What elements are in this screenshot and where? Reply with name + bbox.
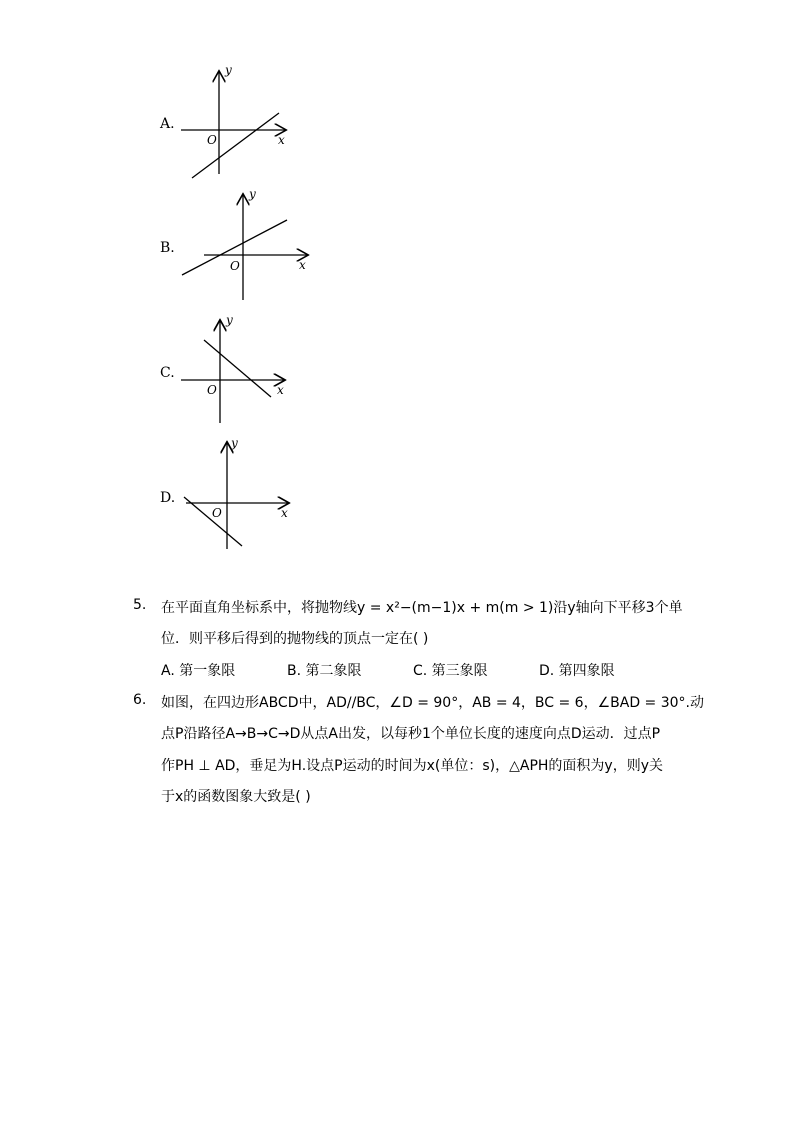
option-d-graph xyxy=(180,436,300,551)
svg-text:y: y xyxy=(249,187,256,201)
svg-text:x: x xyxy=(277,383,284,397)
svg-text:y: y xyxy=(231,436,238,450)
question-6-line-2: 点P沿路径A→B→C→D从点A出发，以每秒1个单位长度的速度向点D运动．过点P xyxy=(161,726,661,742)
x-axis-label: x xyxy=(278,133,285,147)
svg-text:x: x xyxy=(299,258,306,272)
question-5-choice-a[interactable]: A. 第一象限 xyxy=(161,663,236,679)
option-b-label: B. xyxy=(160,240,175,256)
question-6-line-1: 如图，在四边形ABCD中，AD//BC，∠D = 90°，AB = 4，BC = 6，∠BAD = 30°.动 xyxy=(161,695,704,711)
question-5-choice-b[interactable]: B. 第二象限 xyxy=(287,663,362,679)
origin-label: O xyxy=(207,133,217,147)
y-axis-label: y xyxy=(225,63,232,77)
svg-text:x: x xyxy=(281,506,288,520)
question-5-line-2: 位．则平移后得到的抛物线的顶点一定在( ) xyxy=(161,631,429,647)
option-c-graph xyxy=(175,312,300,427)
option-a-graph xyxy=(175,62,300,182)
svg-text:O: O xyxy=(230,259,240,273)
option-b-graph xyxy=(178,186,313,306)
question-5-choice-d[interactable]: D. 第四象限 xyxy=(539,663,615,679)
option-d-label: D. xyxy=(160,490,176,506)
question-5-choice-c[interactable]: C. 第三象限 xyxy=(413,663,488,679)
question-5-number: 5. xyxy=(133,597,147,613)
question-6-number: 6. xyxy=(133,692,147,708)
option-c-label: C. xyxy=(160,365,175,381)
question-6-line-3: 作PH ⊥ AD，垂足为H.设点P运动的时间为x(单位：s)，△APH的面积为y，则y关 xyxy=(161,758,663,774)
question-6-line-4: 于x的函数图象大致是( ) xyxy=(161,789,311,805)
option-a-label: A. xyxy=(160,116,175,132)
question-5-line-1: 在平面直角坐标系中，将抛物线y = x²−(m−1)x + m(m > 1)沿y轴向下平移3个单 xyxy=(161,600,683,616)
svg-text:O: O xyxy=(212,506,222,520)
svg-text:y: y xyxy=(226,313,233,327)
function-line xyxy=(192,113,279,178)
svg-text:O: O xyxy=(207,383,217,397)
